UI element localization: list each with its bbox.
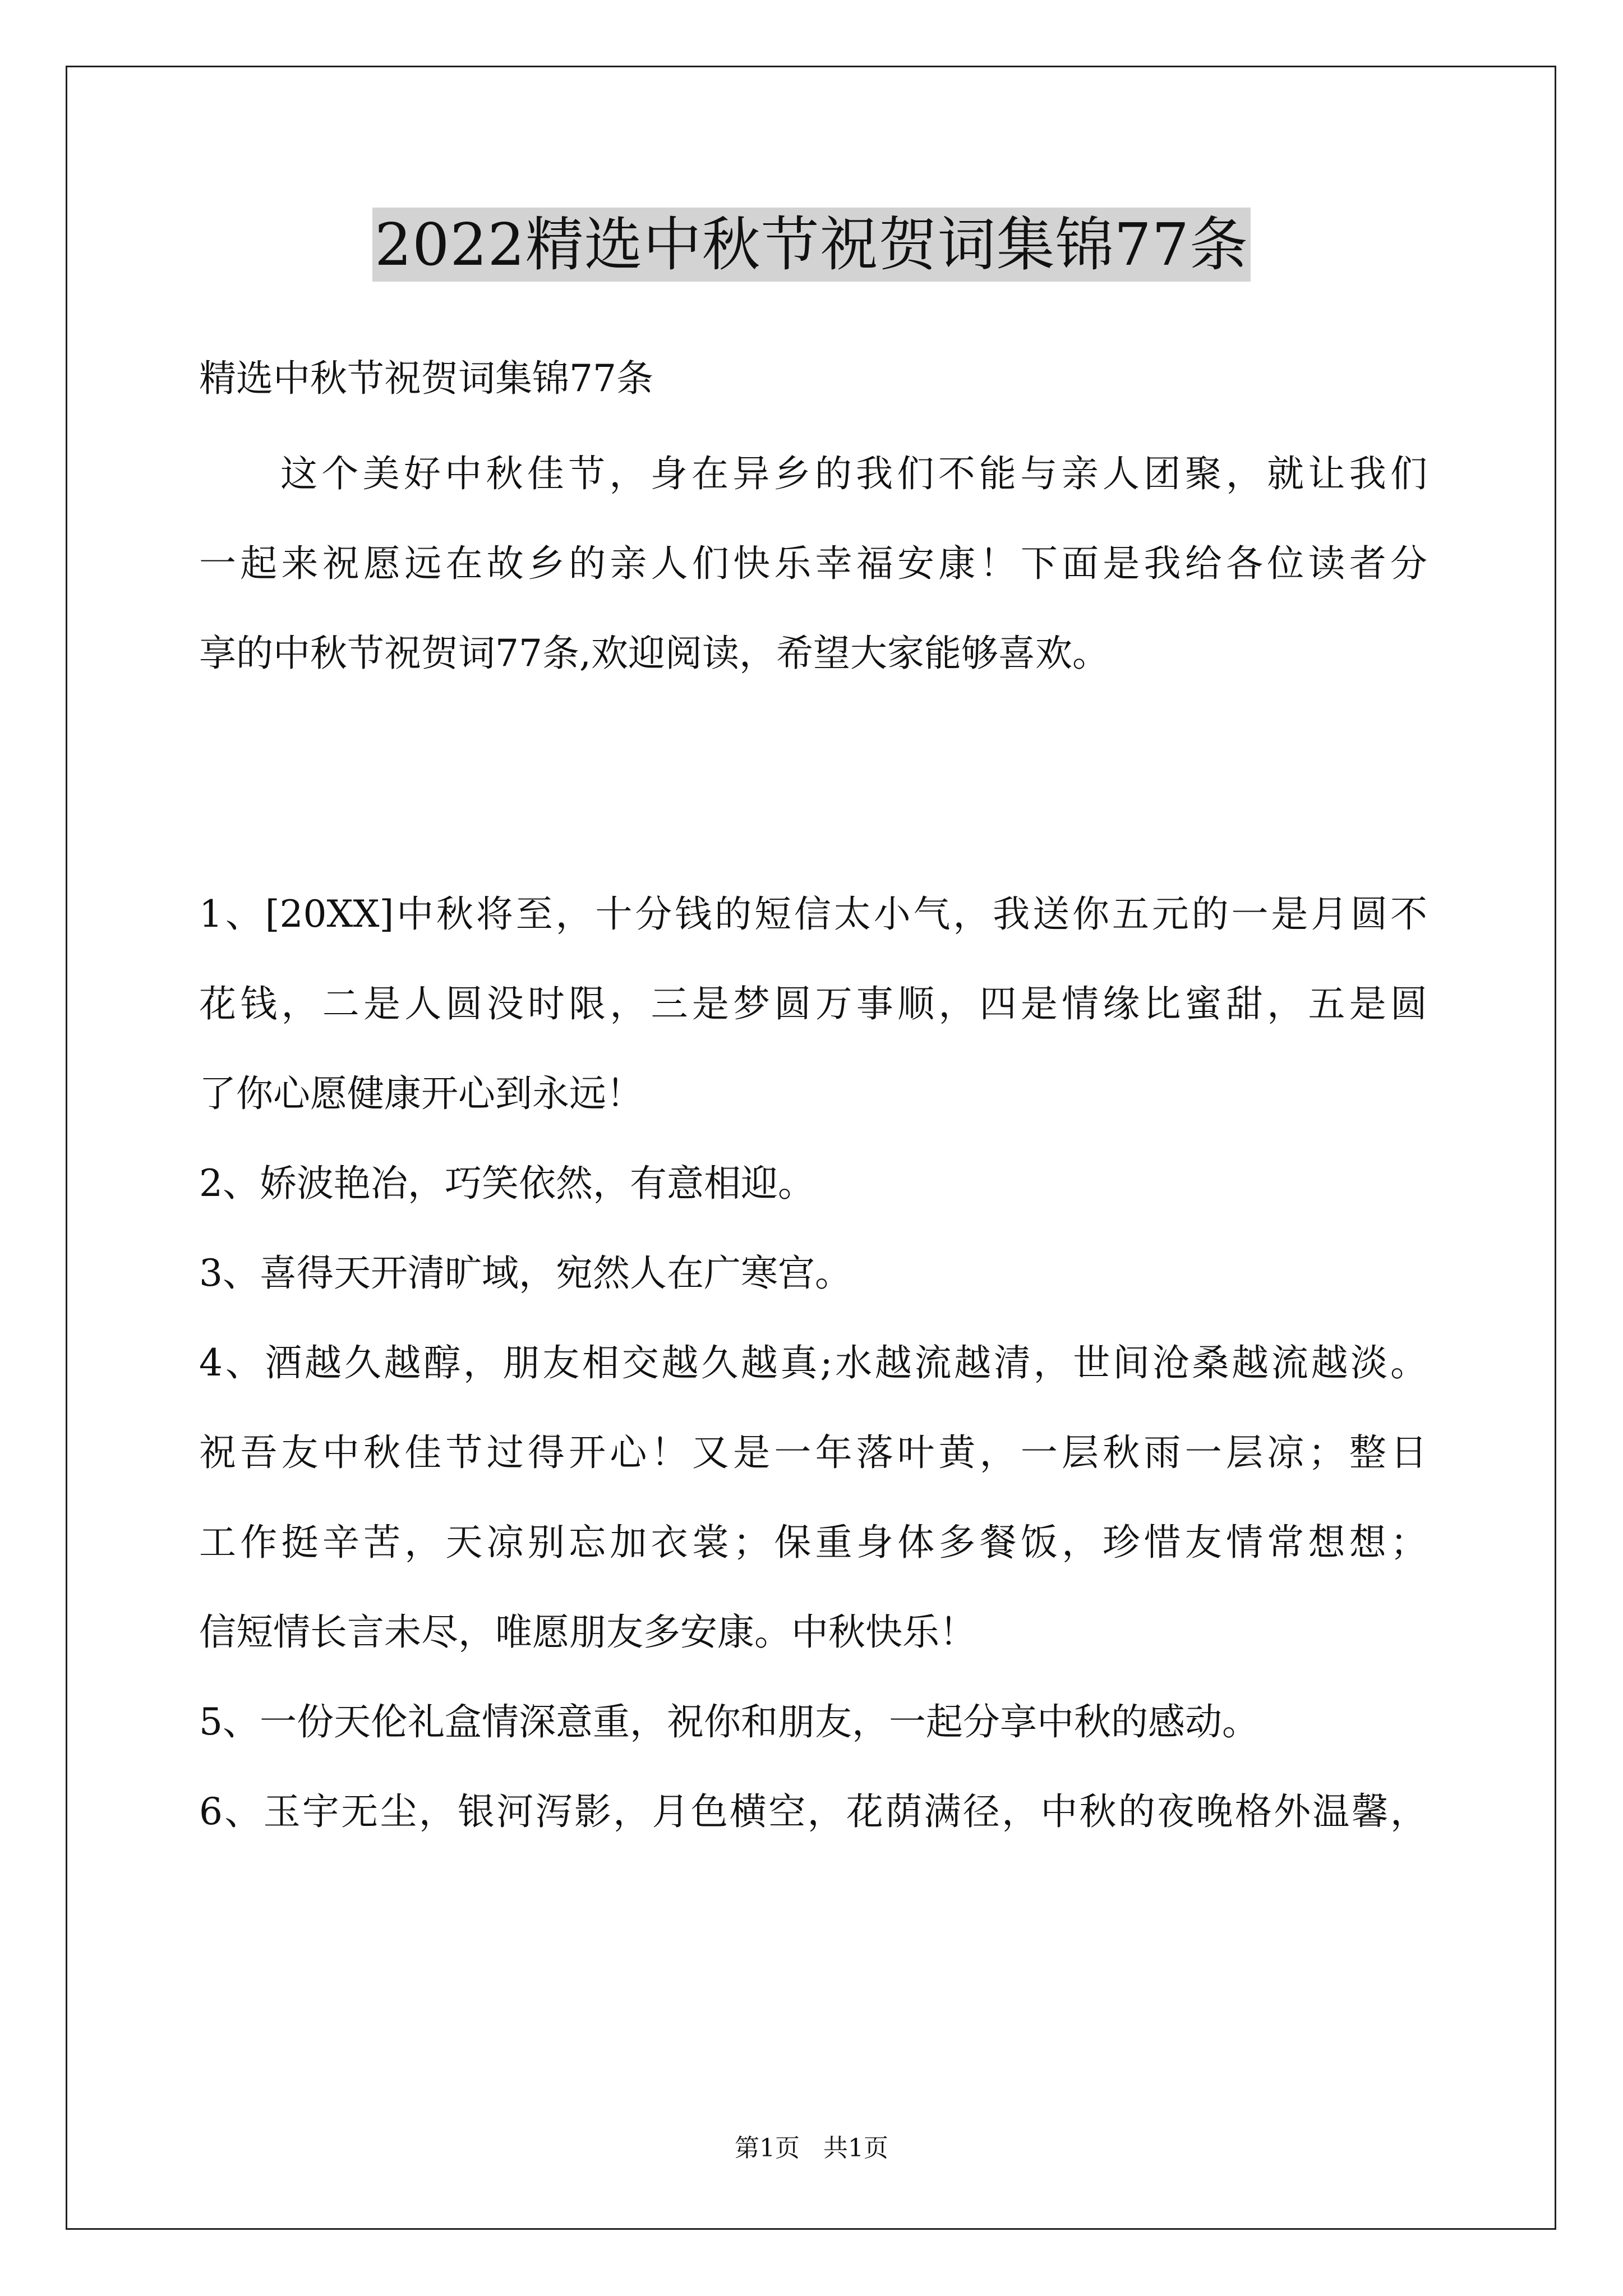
page-footer: 第1页 共1页: [735, 2134, 888, 2162]
intro-line-1: 这个美好中秋佳节，身在异乡的我们不能与亲人团聚，就让我们: [280, 452, 1427, 495]
body-line-5: 3、喜得天开清旷域，宛然人在广寒宫。: [199, 1251, 852, 1295]
body-line-8: 工作挺辛苦，天凉别忘加衣裳；保重身体多餐饭，珍惜友情常想想；: [199, 1521, 1427, 1564]
title-container: [0, 208, 1623, 282]
intro-line-3: 享的中秋节祝贺词77条,欢迎阅读，希望大家能够喜欢。: [199, 632, 1109, 675]
document-title: 2022精选中秋节祝贺词集锦77条: [372, 208, 1251, 282]
body-line-4: 2、娇波艳冶，巧笑依然，有意相迎。: [199, 1162, 815, 1205]
body-line-11: 6、玉宇无尘，银河泻影，月色横空，花荫满径，中秋的夜晚格外温馨，: [199, 1790, 1427, 1833]
document-subtitle: 精选中秋节祝贺词集锦77条: [199, 357, 653, 400]
body-line-1: 1、[20XX]中秋将至，十分钱的短信太小气，我送你五元的一是月圆不: [199, 892, 1427, 936]
body-line-6: 4、酒越久越醇，朋友相交越久越真;水越流越清，世间沧桑越流越淡。: [199, 1341, 1427, 1384]
intro-line-2: 一起来祝愿远在故乡的亲人们快乐幸福安康！下面是我给各位读者分: [199, 542, 1427, 585]
body-line-9: 信短情长言未尽，唯愿朋友多安康。中秋快乐！: [199, 1611, 976, 1654]
body-line-2: 花钱，二是人圆没时限，三是梦圆万事顺，四是情缘比蜜甜，五是圆: [199, 982, 1427, 1025]
body-line-10: 5、一份天伦礼盒情深意重，祝你和朋友，一起分享中秋的感动。: [199, 1700, 1259, 1743]
body-line-3: 了你心愿健康开心到永远！: [199, 1072, 643, 1115]
body-line-7: 祝吾友中秋佳节过得开心！又是一年落叶黄，一层秋雨一层凉；整日: [199, 1431, 1427, 1474]
